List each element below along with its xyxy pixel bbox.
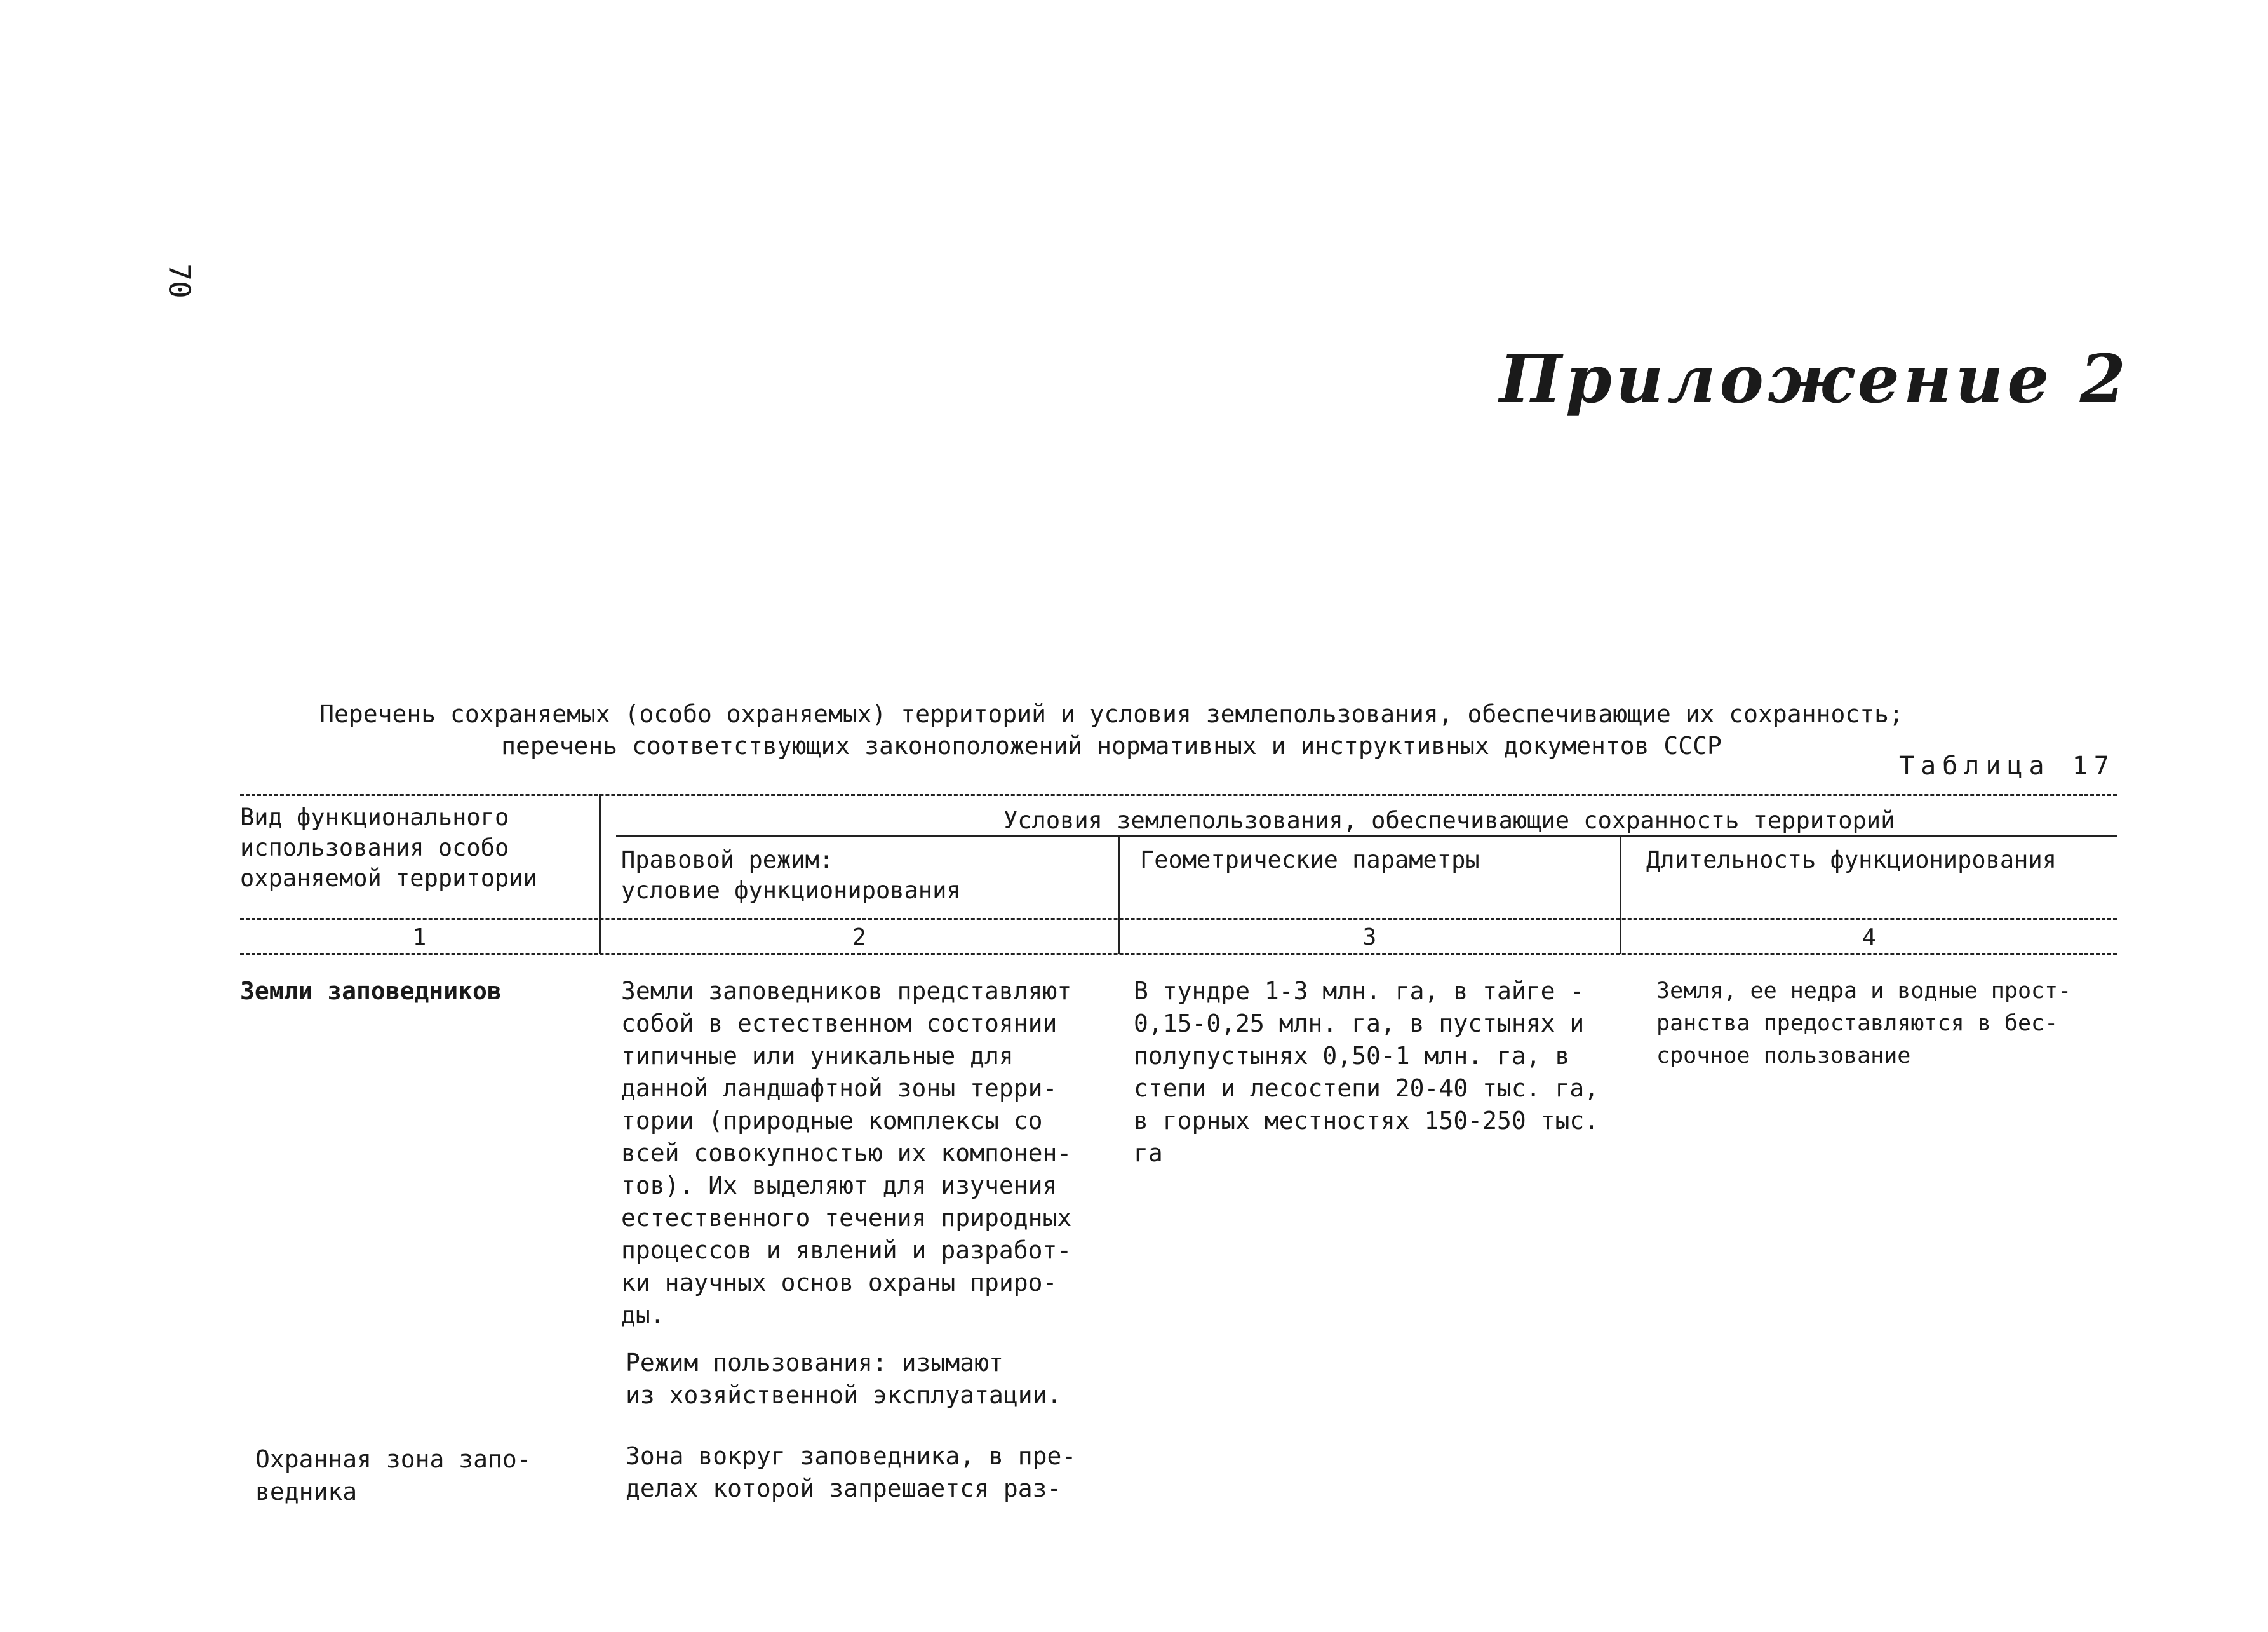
table-label: Таблица 17 <box>1899 752 2116 781</box>
row1-col2: Земли заповедников представляют собой в естественном состоянии типичные или уникальные для данной ландшафтной зоны терри- тории (природные комплексы со всей совокупностью их компонен- тов). Их выделяют для изучения естественного течения природных процессов и явлений и разработ- ки научных основ охраны приро- ды. <box>621 977 1072 1329</box>
row1-col4: Земля, ее недра и водные прост- ранства предоставляются в бес- срочное пользование <box>1656 978 2072 1069</box>
row1-col3: В тундре 1-3 млн. га, в тайге - 0,15-0,25 млн. га, в пустынях и полупустынях 0,50-1 млн. га, в степи и лесостепи 20-40 тыс. га, в горных местностях 150-250 тыс. га <box>1134 977 1599 1167</box>
group-header: Условия землепользования, обеспечивающие сохранность территорий <box>1003 807 1895 834</box>
table-caption-line-2: перечень соответствующих законоположений нормативных и инструктивных документов СССР <box>501 732 1722 760</box>
row1-col1: Земли заповедников <box>240 977 502 1005</box>
column-number-3: 3 <box>1362 924 1377 950</box>
row2-col1: Охранная зона запо- ведника <box>255 1445 532 1506</box>
column-number-1: 1 <box>412 924 427 950</box>
table-caption-line-1: Перечень сохраняемых (особо охраняемых) территорий и условия землепользования, обеспечивающие их сохранность; <box>319 700 1903 728</box>
colnum-bottom-rule <box>240 953 2117 955</box>
col4-header: Длительность функционирования <box>1646 846 2057 873</box>
row2-col2: Зона вокруг заповедника, в пре- делах которой запрешается раз- <box>626 1442 1077 1502</box>
page-number: 70 <box>162 263 197 299</box>
col1-header: Вид функционального использования особо охраняемой территории <box>240 804 537 892</box>
header-bottom-rule <box>240 918 2117 920</box>
col2-header: Правовой режим: условие функционирования <box>621 846 961 904</box>
row1-col2-regime: Режим пользования: изымают из хозяйственной эксплуатации. <box>626 1349 1062 1409</box>
appendix-title: Приложение 2 <box>1499 340 2130 418</box>
column-number-2: 2 <box>852 924 866 950</box>
table-top-rule <box>240 794 2117 796</box>
column-number-4: 4 <box>1862 924 1876 950</box>
col3-header: Геометрические параметры <box>1140 846 1480 873</box>
